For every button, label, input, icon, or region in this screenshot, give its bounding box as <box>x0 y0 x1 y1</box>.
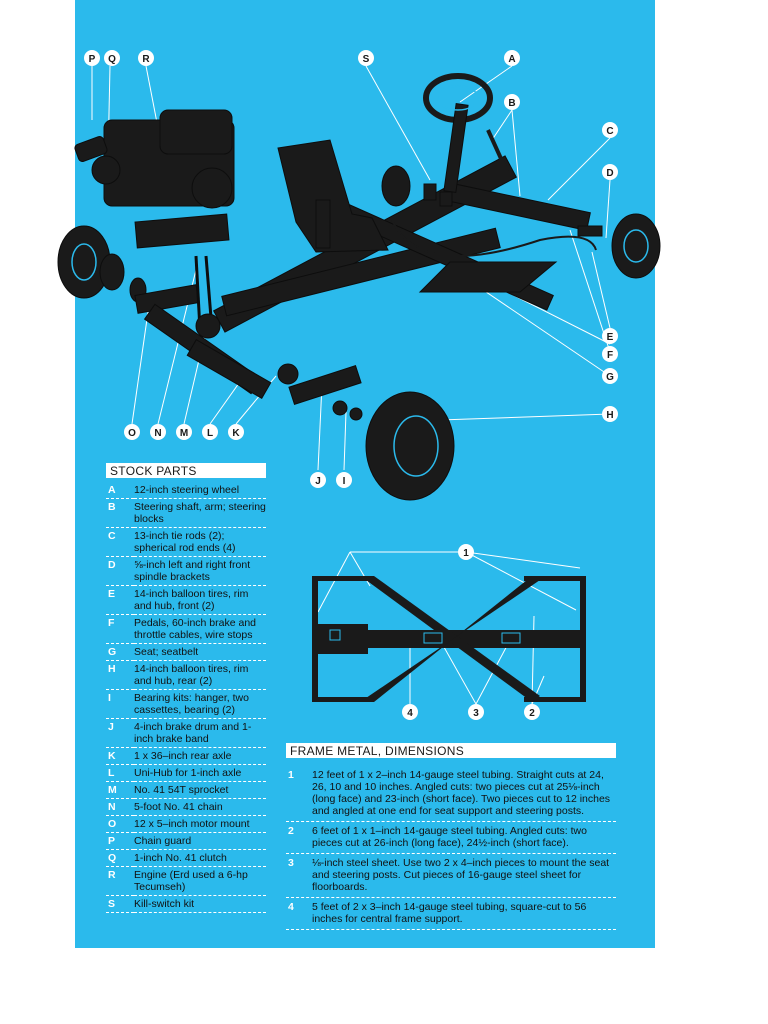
stock-part-letter: P <box>106 833 134 850</box>
frame-metal-text: 6 feet of 1 x 1–inch 14-gauge steel tubing. Angled cuts: two pieces cut at 26-inch (long face), 24½-inch (short face). <box>312 825 587 849</box>
callout-C <box>602 122 618 138</box>
stock-part-letter: F <box>106 615 134 644</box>
svg-text:3: 3 <box>473 708 479 719</box>
callout-S <box>358 50 374 66</box>
stock-part-letter: C <box>106 528 134 557</box>
stock-part-text: 12-inch steering wheel <box>134 482 266 499</box>
stock-part-text: ⅝-inch left and right front spindle brackets <box>134 557 266 586</box>
svg-text:M: M <box>179 428 189 439</box>
svg-text:O: O <box>128 428 136 439</box>
callout-K <box>228 424 244 440</box>
stock-part-text: Bearing kits: hanger, two cassettes, bearing (2) <box>134 690 266 719</box>
stock-part-row <box>106 782 266 799</box>
callout-I <box>336 472 352 488</box>
stock-part-row <box>106 748 266 765</box>
svg-text:1: 1 <box>463 548 469 559</box>
callout-Q <box>104 50 120 66</box>
callout-N <box>150 424 166 440</box>
svg-text:L: L <box>206 428 214 439</box>
frame-metal-number: 4 <box>288 901 294 913</box>
stock-part-row <box>106 690 266 719</box>
svg-text:R: R <box>142 54 150 65</box>
stock-part-row <box>106 765 266 782</box>
callout-E <box>602 328 618 344</box>
stock-part-text: 1 x 36–inch rear axle <box>134 748 266 765</box>
stock-part-text: Seat; seatbelt <box>134 644 266 661</box>
callout-G <box>602 368 618 384</box>
stock-part-letter: G <box>106 644 134 661</box>
stock-part-letter: E <box>106 586 134 615</box>
svg-text:C: C <box>606 126 614 137</box>
stock-part-letter: L <box>106 765 134 782</box>
stock-part-text: Pedals, 60-inch brake and throttle cables, wire stops <box>134 615 266 644</box>
stock-part-letter: A <box>106 482 134 499</box>
frame-top-view <box>312 544 586 720</box>
stock-part-text: 5-foot No. 41 chain <box>134 799 266 816</box>
callout-O <box>124 424 140 440</box>
frame-metal-list <box>286 766 616 930</box>
stock-part-row <box>106 528 266 557</box>
stock-part-row <box>106 499 266 528</box>
stock-part-row <box>106 833 266 850</box>
svg-text:J: J <box>315 476 321 487</box>
svg-text:K: K <box>232 428 240 439</box>
callout-F <box>602 346 618 362</box>
stock-part-letter: Q <box>106 850 134 867</box>
svg-text:2: 2 <box>529 708 535 719</box>
callout-R <box>138 50 154 66</box>
svg-text:D: D <box>606 168 614 179</box>
frame-callout-2 <box>524 704 540 720</box>
stock-part-text: 14-inch balloon tires, rim and hub, rear (2) <box>134 661 266 690</box>
frame-metal-text: ⅛-inch steel sheet. Use two 2 x 4–inch pieces to mount the seat and steering posts. Cut pieces of 16-gauge steel sheet for floorboards. <box>312 857 610 893</box>
stock-part-letter: M <box>106 782 134 799</box>
frame-metal-text: 12 feet of 1 x 2–inch 14-gauge steel tubing. Straight cuts at 24, 26, 10 and 10 inches. Angled cuts: two pieces cut at 25⅛-inch (long face) and 23-inch (short face). Two pieces cut to 12 inches and angled at one end for seat support and steering posts. <box>312 769 611 817</box>
stock-parts-section <box>106 463 266 913</box>
svg-text:E: E <box>606 332 614 343</box>
stock-part-letter: D <box>106 557 134 586</box>
frame-metal-item <box>286 822 616 854</box>
stock-part-row <box>106 586 266 615</box>
frame-metal-item <box>286 766 616 822</box>
callout-A <box>504 50 520 66</box>
stock-part-letter: I <box>106 690 134 719</box>
svg-text:S: S <box>362 54 370 65</box>
svg-text:4: 4 <box>407 708 413 719</box>
stock-part-text: Uni-Hub for 1-inch axle <box>134 765 266 782</box>
stock-part-row <box>106 816 266 833</box>
callout-L <box>202 424 218 440</box>
stock-part-letter: K <box>106 748 134 765</box>
svg-text:B: B <box>508 98 516 109</box>
stock-parts-header: STOCK PARTS <box>106 463 266 478</box>
stock-part-letter: R <box>106 867 134 896</box>
stock-part-text: Engine (Erd used a 6-hp Tecumseh) <box>134 867 266 896</box>
stock-part-letter: B <box>106 499 134 528</box>
frame-metal-number: 3 <box>288 857 294 869</box>
stock-part-letter: S <box>106 896 134 913</box>
svg-text:P: P <box>88 54 96 65</box>
callout-B <box>504 94 520 110</box>
frame-metal-item <box>286 898 616 930</box>
stock-parts-table <box>106 482 266 913</box>
stock-part-text: 14-inch balloon tires, rim and hub, front (2) <box>134 586 266 615</box>
callout-H <box>602 406 618 422</box>
stock-part-row <box>106 615 266 644</box>
stock-part-row <box>106 661 266 690</box>
stock-part-row <box>106 896 266 913</box>
callout-M <box>176 424 192 440</box>
svg-text:F: F <box>606 350 614 361</box>
stock-part-text: 12 x 5–inch motor mount <box>134 816 266 833</box>
stock-part-letter: N <box>106 799 134 816</box>
stock-part-text: Steering shaft, arm; steering blocks <box>134 499 266 528</box>
frame-callout-1 <box>458 544 474 560</box>
frame-callout-4 <box>402 704 418 720</box>
stock-part-row <box>106 799 266 816</box>
stock-part-letter: H <box>106 661 134 690</box>
frame-metal-section <box>286 743 616 930</box>
svg-text:A: A <box>508 54 516 65</box>
stock-part-letter: O <box>106 816 134 833</box>
stock-part-row <box>106 867 266 896</box>
frame-metal-number: 2 <box>288 825 294 837</box>
stock-part-row <box>106 850 266 867</box>
stock-part-text: Kill-switch kit <box>134 896 266 913</box>
stock-part-text: 13-inch tie rods (2); spherical rod ends (4) <box>134 528 266 557</box>
frame-metal-number: 1 <box>288 769 294 781</box>
stock-part-text: 4-inch brake drum and 1-inch brake band <box>134 719 266 748</box>
frame-metal-text: 5 feet of 2 x 3–inch 14-gauge steel tubing, square-cut to 56 inches for central frame support. <box>312 901 587 925</box>
svg-text:G: G <box>606 372 614 383</box>
frame-callout-3 <box>468 704 484 720</box>
stock-part-row <box>106 557 266 586</box>
svg-text:H: H <box>606 410 614 421</box>
stock-part-text: Chain guard <box>134 833 266 850</box>
callout-D <box>602 164 618 180</box>
frame-metal-header: FRAME METAL, DIMENSIONS <box>286 743 616 758</box>
stock-part-row <box>106 719 266 748</box>
svg-text:I: I <box>342 476 346 487</box>
frame-metal-item <box>286 854 616 898</box>
callout-J <box>310 472 326 488</box>
stock-part-row <box>106 482 266 499</box>
stock-part-text: 1-inch No. 41 clutch <box>134 850 266 867</box>
stock-part-letter: J <box>106 719 134 748</box>
svg-text:N: N <box>154 428 162 439</box>
callout-P <box>84 50 100 66</box>
stock-part-row <box>106 644 266 661</box>
svg-text:Q: Q <box>108 54 116 65</box>
stock-part-text: No. 41 54T sprocket <box>134 782 266 799</box>
